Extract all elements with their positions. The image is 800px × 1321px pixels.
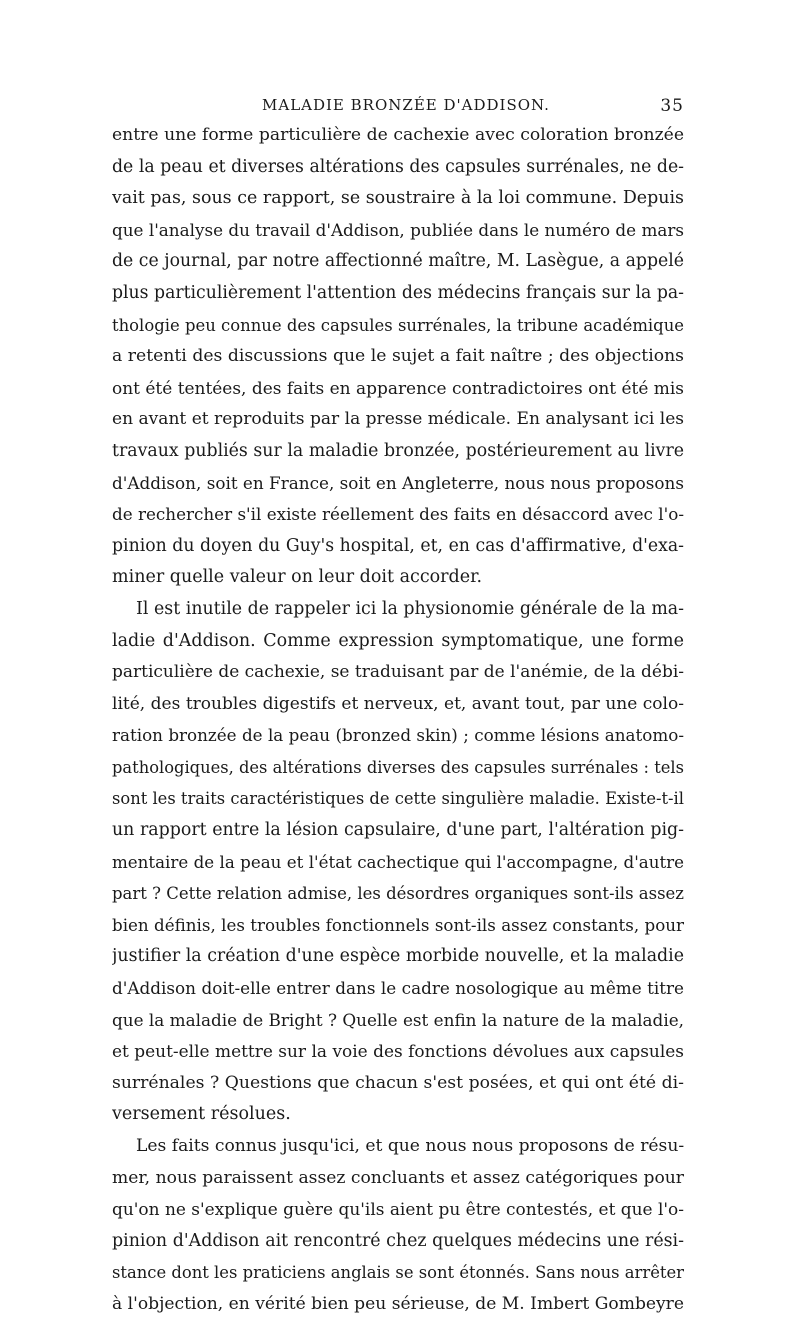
text-line: miner quelle valeur on leur doit accorder.	[112, 567, 483, 588]
text-line: a retenti des discussions que le sujet a fait naître ; des objections	[112, 346, 684, 367]
text-line: qu'on ne s'explique guère qu'ils aient pu être contestés, et que l'o-	[112, 1199, 684, 1220]
text-line: d'Addison doit-elle entrer dans le cadre nosologique au même titre	[112, 978, 684, 999]
text-line: d'Addison, soit en France, soit en Angleterre, nous nous proposons	[112, 472, 684, 493]
body-text	[112, 120, 684, 1321]
text-line: que la maladie de Bright ? Quelle est enfin la nature de la maladie,	[112, 1009, 684, 1030]
text-line: ration bronzée de la peau (bronzed skin) ; comme lésions anatomo-	[112, 725, 684, 746]
text-line: mer, nous paraissent assez concluants et assez catégoriques pour	[112, 1167, 684, 1188]
text-line: et peut-elle mettre sur la voie des fonctions dévolues aux capsules	[112, 1041, 684, 1062]
text-line: justifier la création d'une espèce morbide nouvelle, et la maladie	[112, 946, 684, 967]
text-line: de ce journal, par notre affectionné maître, M. Lasègue, a appelé	[112, 251, 684, 272]
text-line: mentaire de la peau et l'état cachectique qui l'accompagne, d'autre	[112, 852, 684, 872]
text-line: entre une forme particulière de cachexie avec coloration bronzée	[112, 125, 684, 145]
text-line: à l'objection, en vérité bien peu sérieuse, de M. Imbert Gombeyre	[112, 1293, 684, 1314]
text-line: lité, des troubles digestifs et nerveux, et, avant tout, par une colo-	[112, 693, 684, 714]
text-line: thologie peu connue des capsules surrénales, la tribune académique	[112, 315, 684, 335]
text-line: stance dont les praticiens anglais se sont étonnés. Sans nous arrêter	[112, 1263, 684, 1283]
text-line: de la peau et diverses altérations des capsules surrénales, ne de-	[112, 156, 684, 177]
text-line: particulière de cachexie, se traduisant par de l'anémie, de la débi-	[112, 662, 684, 683]
text-line: plus particulièrement l'attention des médecins français sur la pa-	[112, 282, 684, 303]
text-line: pathologiques, des altérations diverses des capsules surrénales : tels	[112, 757, 684, 777]
text-line: Les faits connus jusqu'ici, et que nous nous proposons de résu-	[136, 1136, 684, 1156]
text-line: pinion d'Addison ait rencontré chez quelques médecins une rési-	[112, 1230, 684, 1251]
text-line: bien définis, les troubles fonctionnels sont-ils assez constants, pour	[112, 914, 684, 935]
text-line: pinion du doyen du Guy's hospital, et, en cas d'affirmative, d'exa-	[112, 535, 684, 556]
text-line: travaux publiés sur la maladie bronzée, postérieurement au livre	[112, 440, 684, 461]
text-line: vait pas, sous ce rapport, se soustraire à la loi commune. Depuis	[112, 188, 684, 209]
text-line: versement résolues.	[112, 1104, 291, 1125]
running-title: MALADIE BRONZÉE D'ADDISON.	[262, 96, 550, 114]
text-line: ont été tentées, des faits en apparence contradictoires ont été mis	[112, 377, 684, 398]
text-line: surrénales ? Questions que chacun s'est posées, et qui ont été di-	[112, 1072, 684, 1093]
page-number: 35	[660, 96, 684, 116]
text-line: un rapport entre la lésion capsulaire, d'une part, l'altération pig-	[112, 820, 684, 841]
text-line: sont les traits caractéristiques de cette singulière maladie. Existe-t-il	[112, 789, 684, 809]
text-line: Il est inutile de rappeler ici la physionomie générale de la ma-	[136, 598, 684, 619]
text-line: ladie d'Addison. Comme expression symptomatique, une forme	[112, 630, 684, 651]
text-line: part ? Cette relation admise, les désordres organiques sont-ils assez	[112, 884, 684, 904]
page-header	[112, 96, 684, 122]
text-line: que l'analyse du travail d'Addison, publiée dans le numéro de mars	[112, 219, 684, 240]
text-line: en avant et reproduits par la presse médicale. En analysant ici les	[112, 409, 684, 430]
text-line: de rechercher s'il existe réellement des faits en désaccord avec l'o-	[112, 504, 684, 525]
